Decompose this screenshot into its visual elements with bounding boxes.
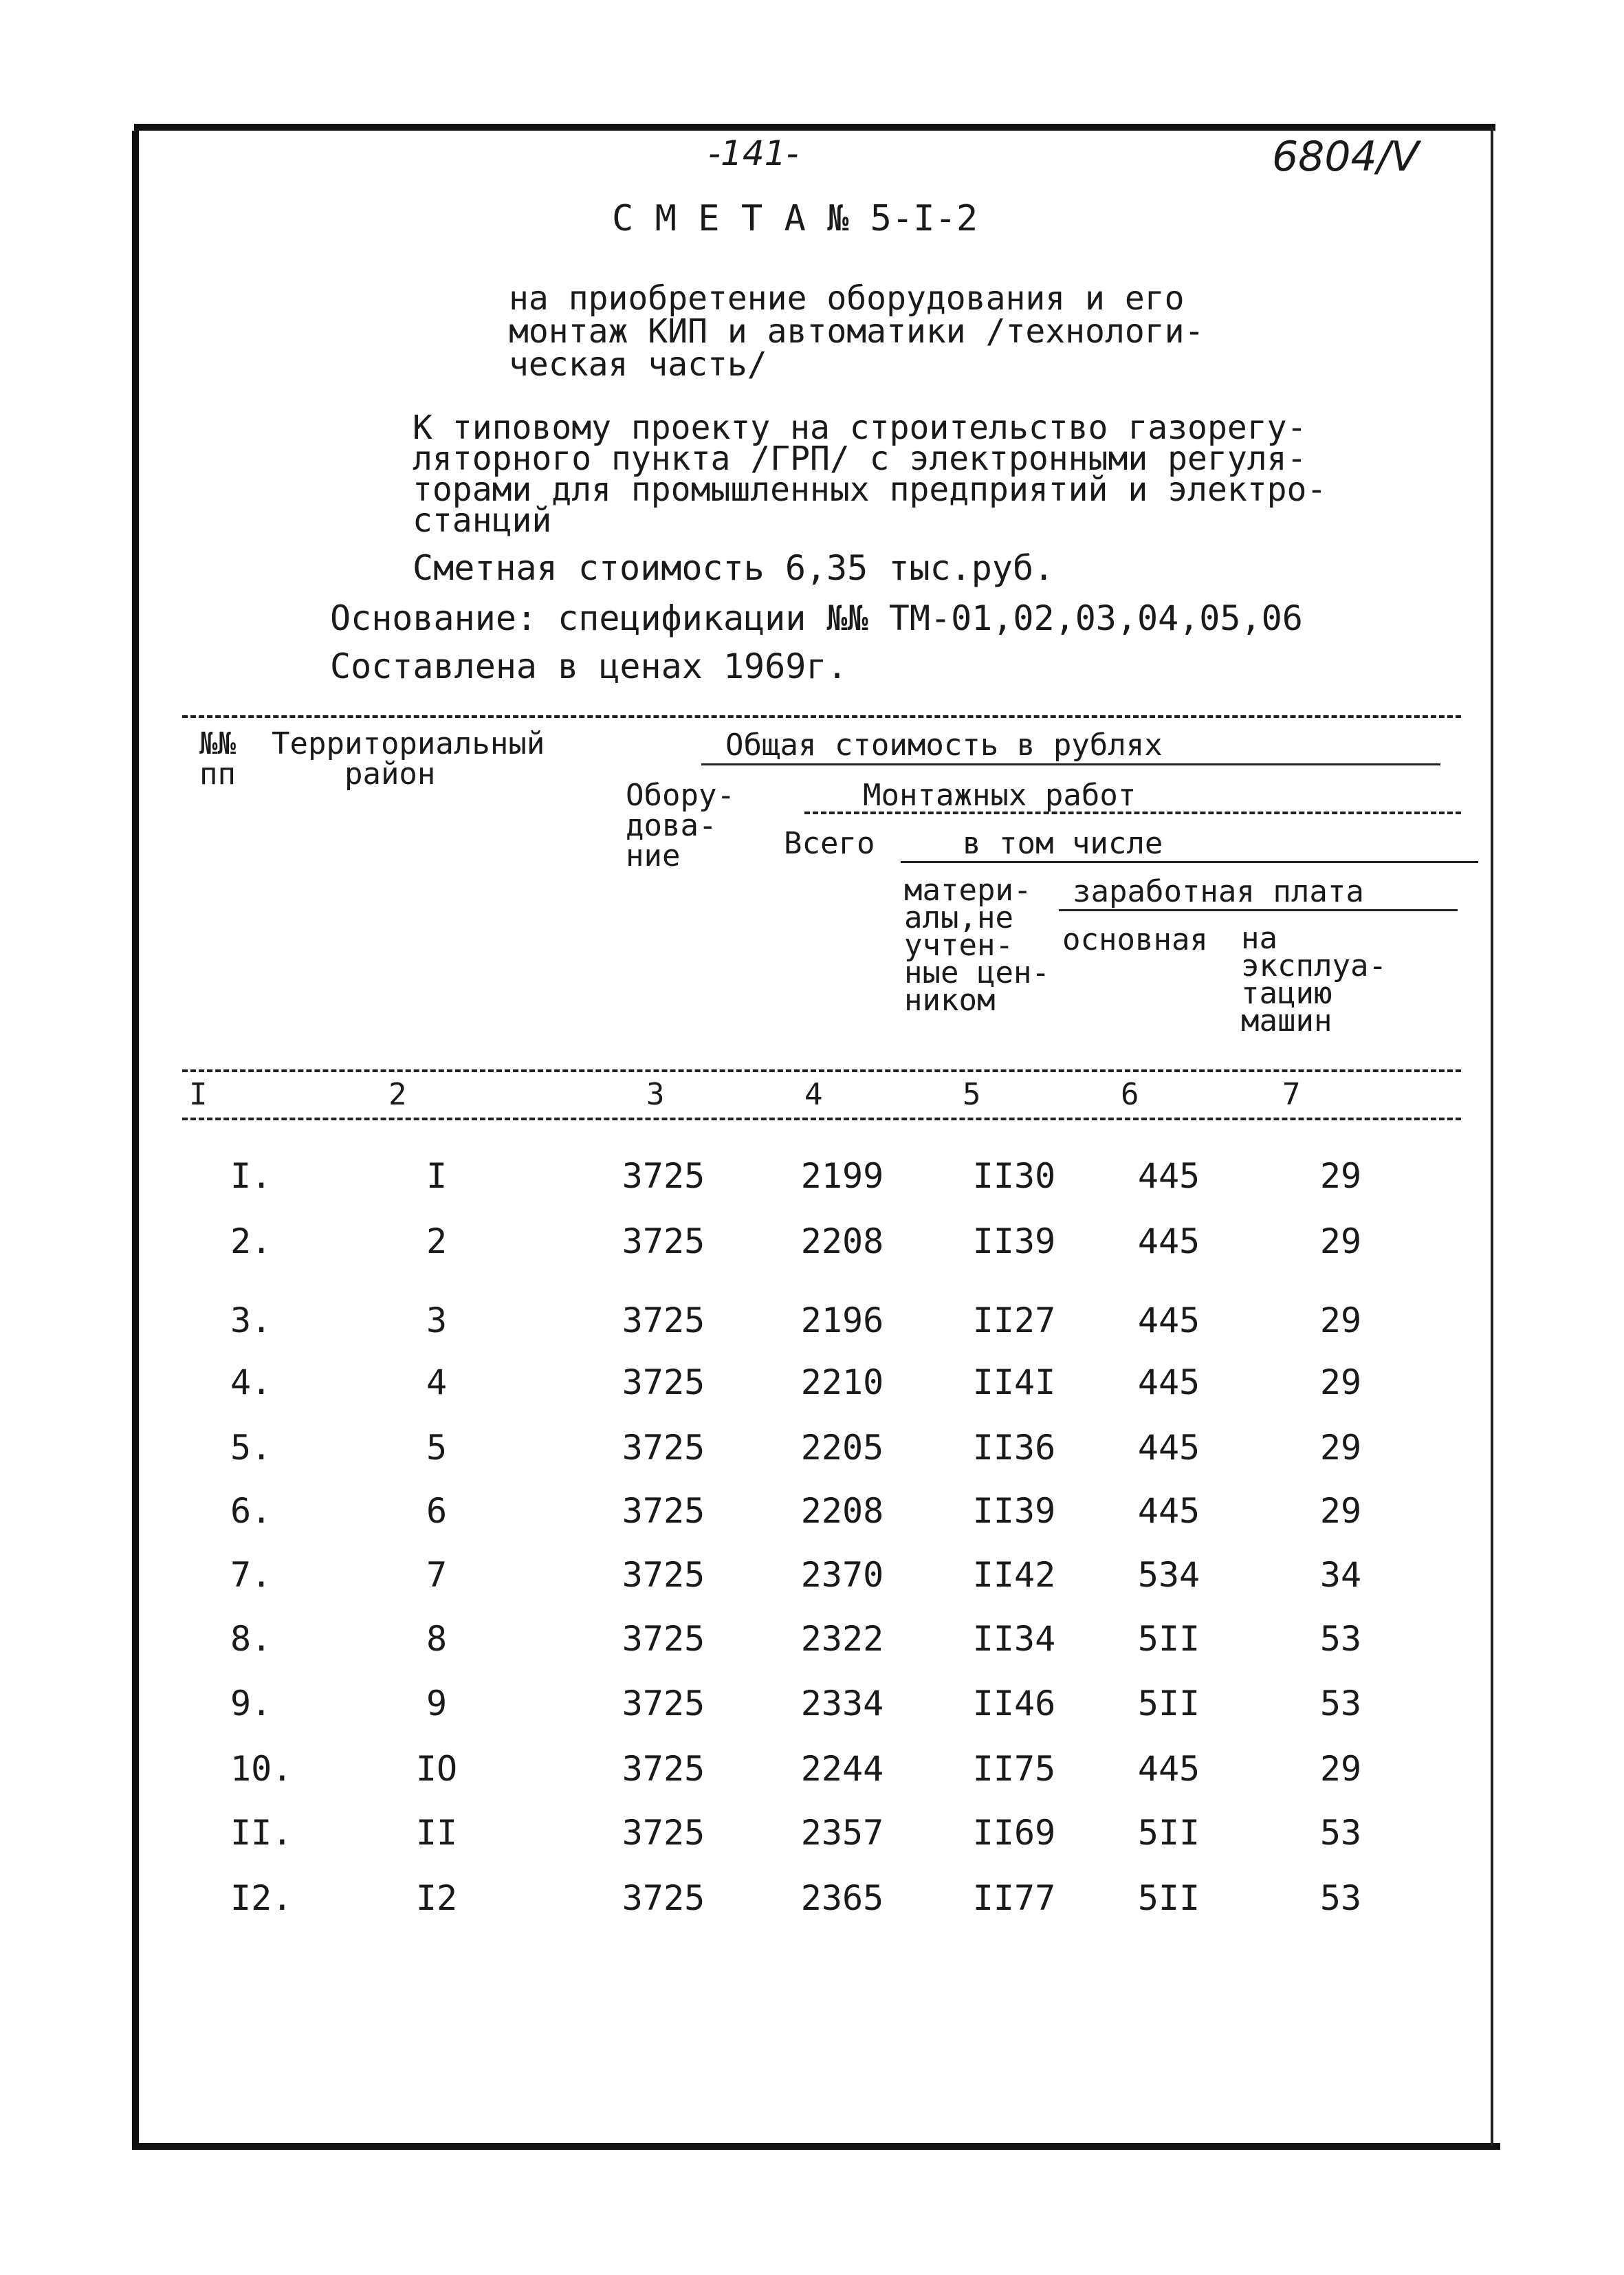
cell-basic-wage: 445 bbox=[1137, 1300, 1200, 1340]
cell-region: 3 bbox=[426, 1300, 448, 1340]
cell-region: I2 bbox=[415, 1878, 458, 1918]
cell-row-number: 3. bbox=[230, 1300, 272, 1340]
frame-right-border bbox=[1491, 127, 1493, 2146]
cell-equipment-cost: 3725 bbox=[622, 1221, 705, 1261]
header-all: Всего bbox=[784, 826, 875, 861]
cell-equipment-cost: 3725 bbox=[622, 1362, 705, 1402]
prices-line: Составлена в ценах 1969г. bbox=[330, 646, 848, 686]
cell-region: II bbox=[415, 1813, 458, 1853]
cell-row-number: II. bbox=[230, 1813, 293, 1853]
archive-number: 6804/V bbox=[1272, 133, 1419, 181]
header-number: №№ пп bbox=[199, 726, 236, 792]
cell-basic-wage: 445 bbox=[1137, 1749, 1200, 1789]
cell-materials-cost: II46 bbox=[972, 1684, 1056, 1723]
cell-basic-wage: 5II bbox=[1137, 1813, 1200, 1853]
cell-materials-cost: II30 bbox=[972, 1156, 1056, 1196]
cell-region: IO bbox=[415, 1749, 458, 1789]
header-region: Территориальный район bbox=[272, 726, 545, 792]
cell-equipment-cost: 3725 bbox=[622, 1749, 705, 1789]
cell-row-number: 7. bbox=[230, 1555, 272, 1595]
cell-row-number: 8. bbox=[230, 1619, 272, 1659]
subject-line-2: монтаж КИП и автоматики /технологи- bbox=[509, 312, 1205, 351]
estimated-cost: Сметная стоимость 6,35 тыс.руб. bbox=[413, 548, 1055, 588]
column-number: I bbox=[189, 1077, 208, 1112]
cell-machine-wage: 29 bbox=[1319, 1362, 1362, 1402]
column-number: 5 bbox=[963, 1077, 981, 1112]
header-total-cost-underline bbox=[701, 763, 1440, 765]
cell-basic-wage: 445 bbox=[1137, 1428, 1200, 1468]
cell-region: I bbox=[426, 1156, 448, 1196]
header-total-cost: Общая стоимость в рублях bbox=[725, 728, 1163, 763]
cell-basic-wage: 5II bbox=[1137, 1684, 1200, 1723]
cell-equipment-cost: 3725 bbox=[622, 1491, 705, 1531]
cell-region: 8 bbox=[426, 1619, 448, 1659]
header-wages-underline bbox=[1059, 909, 1458, 911]
header-materials: матери- алы,не учтен- ные цен- ником bbox=[904, 873, 1050, 1018]
header-equipment: Обору- дова- ние bbox=[626, 778, 735, 873]
column-number: 3 bbox=[646, 1077, 665, 1112]
cell-equipment-cost: 3725 bbox=[622, 1619, 705, 1659]
cell-region: 6 bbox=[426, 1491, 448, 1531]
column-numbers-dashed-rule bbox=[182, 1118, 1461, 1120]
project-line-4: станций bbox=[413, 501, 552, 540]
cell-materials-cost: II75 bbox=[972, 1749, 1056, 1789]
basis-line: Основание: спецификации №№ ТМ-01,02,03,04,05,06 bbox=[330, 598, 1303, 638]
subject-line-3: ческая часть/ bbox=[509, 345, 767, 384]
cell-machine-wage: 53 bbox=[1319, 1684, 1362, 1723]
cell-equipment-cost: 3725 bbox=[622, 1878, 705, 1918]
cell-equipment-cost: 3725 bbox=[622, 1813, 705, 1853]
cell-machine-wage: 29 bbox=[1319, 1428, 1362, 1468]
project-line-1: К типовому проекту на строительство газорегу- bbox=[413, 409, 1307, 447]
cell-materials-cost: II4I bbox=[972, 1362, 1056, 1402]
cell-row-number: I. bbox=[230, 1156, 272, 1196]
cell-region: 9 bbox=[426, 1684, 448, 1723]
project-line-3: торами для промышленных предприятий и электро- bbox=[413, 470, 1327, 509]
table-top-dashed-rule bbox=[182, 715, 1461, 718]
cell-materials-cost: II77 bbox=[972, 1878, 1056, 1918]
cell-row-number: 9. bbox=[230, 1684, 272, 1723]
cell-region: 2 bbox=[426, 1221, 448, 1261]
cell-materials-cost: II36 bbox=[972, 1428, 1056, 1468]
cell-installation-total: 2334 bbox=[800, 1684, 884, 1723]
header-basic-wage: основная bbox=[1062, 922, 1208, 957]
column-number: 7 bbox=[1282, 1077, 1301, 1112]
cell-installation-total: 2199 bbox=[800, 1156, 884, 1196]
cell-basic-wage: 534 bbox=[1137, 1555, 1200, 1595]
cell-installation-total: 2196 bbox=[800, 1300, 884, 1340]
cell-machine-wage: 29 bbox=[1319, 1749, 1362, 1789]
header-installation-dashed-rule bbox=[804, 812, 1461, 814]
cell-materials-cost: II39 bbox=[972, 1221, 1056, 1261]
cell-machine-wage: 53 bbox=[1319, 1813, 1362, 1853]
cell-row-number: I2. bbox=[230, 1878, 293, 1918]
column-number: 4 bbox=[804, 1077, 823, 1112]
page-number: -141- bbox=[708, 133, 799, 173]
cell-materials-cost: II69 bbox=[972, 1813, 1056, 1853]
cell-installation-total: 2205 bbox=[800, 1428, 884, 1468]
cell-installation-total: 2322 bbox=[800, 1619, 884, 1659]
cell-region: 4 bbox=[426, 1362, 448, 1402]
cell-machine-wage: 29 bbox=[1319, 1491, 1362, 1531]
cell-machine-wage: 29 bbox=[1319, 1156, 1362, 1196]
cell-equipment-cost: 3725 bbox=[622, 1684, 705, 1723]
frame-bottom-border bbox=[132, 2143, 1500, 2150]
cell-basic-wage: 5II bbox=[1137, 1619, 1200, 1659]
cell-installation-total: 2244 bbox=[800, 1749, 884, 1789]
cell-equipment-cost: 3725 bbox=[622, 1300, 705, 1340]
cell-row-number: 2. bbox=[230, 1221, 272, 1261]
header-installation: Монтажных работ bbox=[863, 778, 1137, 813]
cell-basic-wage: 445 bbox=[1137, 1221, 1200, 1261]
project-line-2: ляторного пункта /ГРП/ с электронными регуля- bbox=[413, 439, 1307, 478]
cell-machine-wage: 53 bbox=[1319, 1878, 1362, 1918]
cell-machine-wage: 53 bbox=[1319, 1619, 1362, 1659]
cell-row-number: 5. bbox=[230, 1428, 272, 1468]
cell-equipment-cost: 3725 bbox=[622, 1555, 705, 1595]
column-number: 6 bbox=[1121, 1077, 1139, 1112]
cell-basic-wage: 445 bbox=[1137, 1491, 1200, 1531]
cell-row-number: 4. bbox=[230, 1362, 272, 1402]
cell-installation-total: 2210 bbox=[800, 1362, 884, 1402]
cell-installation-total: 2370 bbox=[800, 1555, 884, 1595]
header-including-underline bbox=[901, 861, 1478, 863]
header-bottom-dashed-rule bbox=[182, 1069, 1461, 1072]
cell-equipment-cost: 3725 bbox=[622, 1428, 705, 1468]
cell-row-number: 10. bbox=[230, 1749, 293, 1789]
cell-materials-cost: II27 bbox=[972, 1300, 1056, 1340]
subject-line-1: на приобретение оборудования и его bbox=[509, 279, 1185, 318]
cell-row-number: 6. bbox=[230, 1491, 272, 1531]
cell-installation-total: 2365 bbox=[800, 1878, 884, 1918]
column-number: 2 bbox=[388, 1077, 407, 1112]
cell-installation-total: 2208 bbox=[800, 1221, 884, 1261]
cell-installation-total: 2208 bbox=[800, 1491, 884, 1531]
cell-installation-total: 2357 bbox=[800, 1813, 884, 1853]
document-title: С М Е Т А № 5-I-2 bbox=[612, 198, 978, 239]
cell-materials-cost: II42 bbox=[972, 1555, 1056, 1595]
cell-basic-wage: 445 bbox=[1137, 1156, 1200, 1196]
header-including: в том числе bbox=[963, 826, 1163, 861]
frame-left-border bbox=[132, 131, 139, 2146]
header-wages: заработная плата bbox=[1073, 874, 1364, 909]
header-machine-wage: на эксплуа- тацию машин bbox=[1241, 921, 1387, 1038]
frame-top-border bbox=[134, 124, 1495, 131]
cell-region: 5 bbox=[426, 1428, 448, 1468]
cell-basic-wage: 445 bbox=[1137, 1362, 1200, 1402]
cell-materials-cost: II39 bbox=[972, 1491, 1056, 1531]
cell-basic-wage: 5II bbox=[1137, 1878, 1200, 1918]
cell-machine-wage: 29 bbox=[1319, 1221, 1362, 1261]
cell-machine-wage: 34 bbox=[1319, 1555, 1362, 1595]
cell-equipment-cost: 3725 bbox=[622, 1156, 705, 1196]
cell-region: 7 bbox=[426, 1555, 448, 1595]
cell-machine-wage: 29 bbox=[1319, 1300, 1362, 1340]
cell-materials-cost: II34 bbox=[972, 1619, 1056, 1659]
